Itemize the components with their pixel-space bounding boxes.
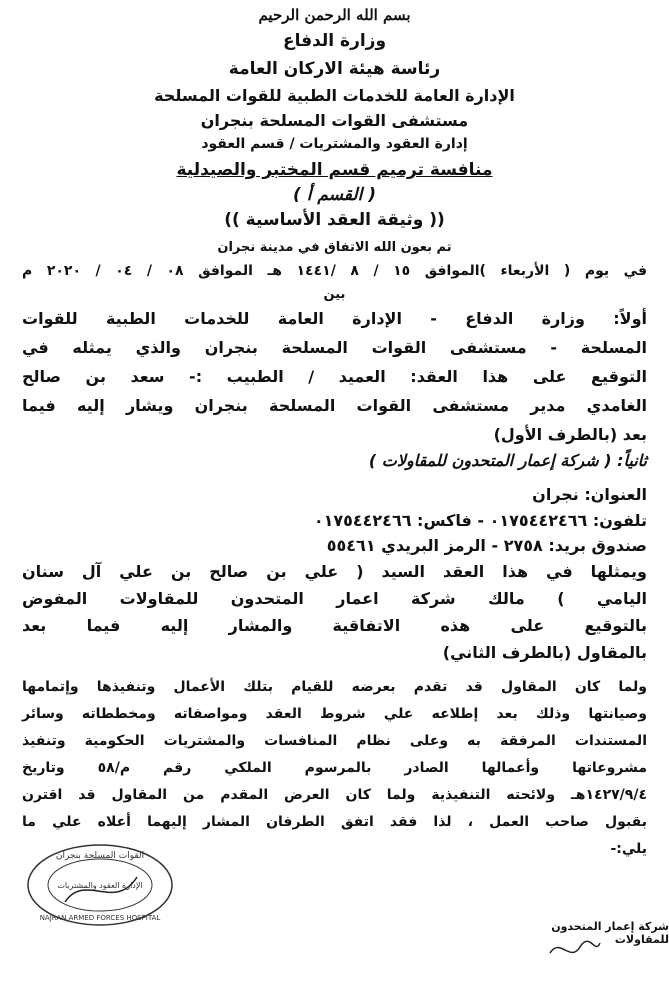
second-party-rep-line: بالمقاول (بالطرف الثاني): [442, 643, 647, 662]
second-party-rep-line: اليامي ) مالك شركة اعمار المتحدون للمقاولات المفوض: [22, 589, 647, 608]
first-party-line: التوقيع على هذا العقد: العميد / الطبيب :- سعد بن صالح: [22, 367, 647, 386]
intro-line: تم بعون الله الاتفاق في مدينة نجران: [217, 240, 452, 255]
preamble-line: بقبول صاحب العمل ، لذا فقد اتفق الطرفان المشار إليهما أعلاه علي ما: [22, 814, 647, 830]
company-signature-label: شركة إعمار المتحدون للمقاولات: [551, 920, 669, 946]
first-party-line: بعد (بالطرف الأول): [493, 425, 647, 444]
preamble-line: يلي:-: [610, 841, 647, 857]
stamp-text-top: القوات المسلحة بنجران: [55, 851, 145, 861]
document-title: (( وثيقة العقد الأساسية )): [224, 210, 445, 230]
preamble-line: ١٤٢٧/٩/٤هـ ولائحته التنفيذية ولما كان العرض المقدم من المقاول قد اقترن: [22, 787, 647, 803]
second-party-name: ثانياً: ( شركة إعمار المتحدون للمقاولات ): [368, 451, 647, 470]
first-party-line: الغامدي مدير مستشفى القوات المسلحة بنجران ويشار إليه فيما: [22, 396, 647, 415]
second-party-rep-line: ويمثلها في هذا العقد السيد ( علي بن صالح بن علي آل سنان: [22, 562, 647, 581]
preamble-line: المستندات المرفقة به وعلى نظام المنافسات والمشتريات الحكومية وتنفيذ: [22, 733, 647, 749]
section-label: ( القسم أ ): [293, 185, 376, 205]
second-party-pobox: صندوق بريد: ٢٧٥٨ - الرمز البريدي ٥٥٤٦١: [326, 536, 647, 555]
signature-scribble: [545, 935, 605, 965]
preamble-line: مشروعاتها وأعمالها الصادر بالمرسوم الملكي رقم م/٥٨ وتاريخ: [22, 760, 648, 776]
second-party-rep-line: بالتوقيع على هذه الاتفاقية والمشار إليه فيما بعد: [22, 616, 647, 635]
directorate-name: الإدارة العامة للخدمات الطبية للقوات المسلحة: [154, 86, 515, 105]
date-line: في يوم ( الأربعاء )الموافق ١٥ / ٨ /١٤٤١ هـ الموافق ٠٨ / ٠٤ / ٢٠٢٠ م: [22, 263, 647, 279]
hospital-name: مستشفى القوات المسلحة بنجران: [200, 111, 469, 130]
hospital-stamp: [25, 842, 175, 928]
second-party-address: العنوان: نجران: [532, 485, 647, 504]
stamp-text-bottom: NAJRAN ARMED FORCES HOSPITAL: [39, 914, 161, 922]
between-label: بين: [323, 287, 346, 302]
presidency-name: رئاسة هيئة الاركان العامة: [228, 59, 441, 79]
second-party-phone: تلفون: ٠١٧٥٤٤٢٤٦٦ - فاكس: ٠١٧٥٤٤٢٤٦٦: [313, 511, 647, 530]
tender-title: منافسة ترميم قسم المختبر والصيدلية: [176, 160, 493, 180]
department-name: إدارة العقود والمشتريات / قسم العقود: [201, 136, 468, 152]
first-party-line: المسلحة - مستشفى القوات المسلحة بنجران والذي يمثله في: [22, 338, 647, 357]
first-party-line: أولاً: وزارة الدفاع - الإدارة العامة للخدمات الطبية للقوات: [22, 309, 647, 328]
basmala: بسم الله الرحمن الرحيم: [258, 6, 411, 24]
preamble-line: وصيانتها وذلك بعد إطلاعه علي شروط العقد ومواصفاته ومخططاته وسائر: [22, 706, 647, 722]
preamble-line: ولما كان المقاول قد تقدم بعرضه للقيام بتلك الأعمال وتنفيذها وإتمامها: [22, 679, 647, 695]
stamp-text-middle: الإدارة العقود والمشتريات: [57, 881, 143, 890]
ministry-name: وزارة الدفاع: [282, 31, 387, 51]
